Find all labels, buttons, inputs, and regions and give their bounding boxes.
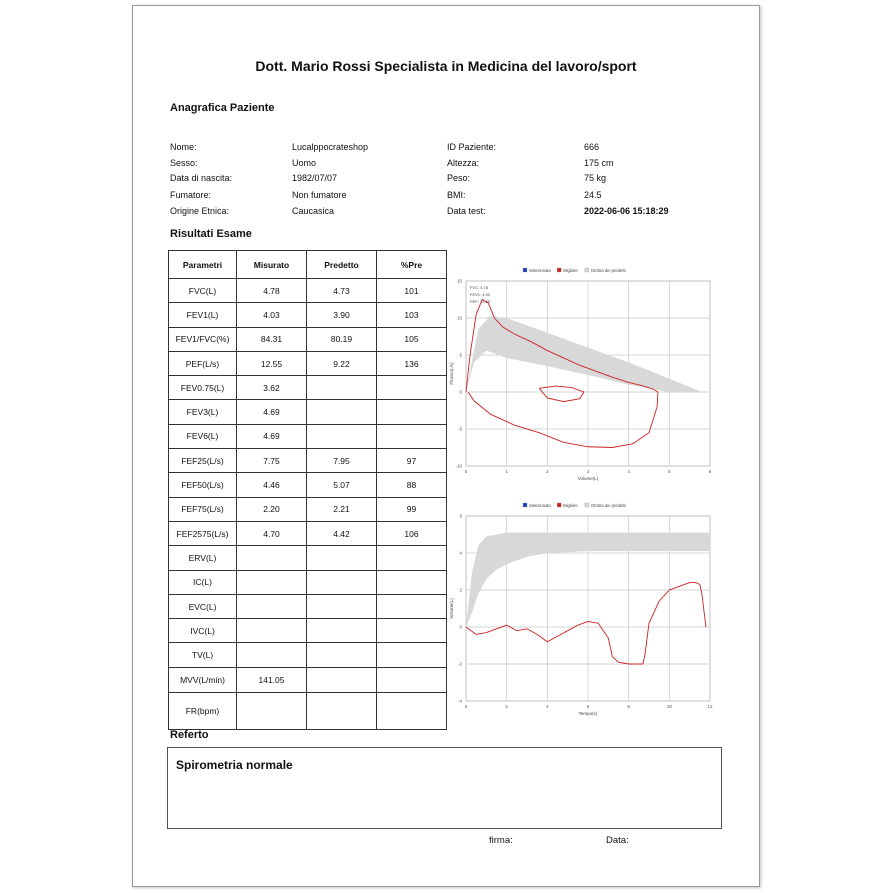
results-cell-percent xyxy=(377,424,447,448)
patient-value-id: 666 xyxy=(584,142,600,152)
chart-annotation: PEF: 12.55 xyxy=(470,299,491,304)
patient-label-id: ID Paziente: xyxy=(447,142,497,152)
results-cell-measured: 4.69 xyxy=(237,400,307,424)
report-page xyxy=(132,5,760,887)
results-cell-predicted: 7.95 xyxy=(307,449,377,473)
y-tick-label: 2 xyxy=(459,587,462,593)
results-cell-measured xyxy=(237,692,307,729)
results-cell-percent: 103 xyxy=(377,303,447,327)
results-cell-predicted xyxy=(307,619,377,643)
results-row xyxy=(169,667,447,692)
results-cell-param: FEV1/FVC(%) xyxy=(169,327,237,351)
x-tick-label: 8 xyxy=(627,704,630,709)
patient-value-bmi: 24.5 xyxy=(584,190,602,200)
results-cell-predicted xyxy=(307,643,377,667)
results-cell-param: TV(L) xyxy=(169,643,237,667)
col-header-parametri: Parametri xyxy=(169,251,237,279)
x-tick-label: 4 xyxy=(627,469,630,474)
results-cell-measured: 2.20 xyxy=(237,497,307,521)
results-row xyxy=(169,327,447,351)
results-cell-param: FEV6(L) xyxy=(169,424,237,448)
patient-label-sex: Sesso: xyxy=(170,158,198,168)
results-cell-param: MVV(L/min) xyxy=(169,667,237,692)
results-cell-percent xyxy=(377,376,447,400)
y-tick-label: -4 xyxy=(457,698,462,704)
results-cell-percent: 99 xyxy=(377,497,447,521)
legend-swatch xyxy=(557,503,561,507)
results-row xyxy=(169,449,447,473)
flow-volume-legend xyxy=(523,268,626,273)
y-tick-label: -2 xyxy=(457,661,462,667)
patient-value-birthdate: 1982/07/07 xyxy=(292,173,338,183)
results-cell-predicted xyxy=(307,424,377,448)
legend-swatch xyxy=(585,503,589,507)
results-row xyxy=(169,497,447,521)
results-heading: Risultati Esame xyxy=(170,228,252,240)
results-cell-measured xyxy=(237,546,307,570)
flow-volume-chart xyxy=(451,261,716,481)
results-cell-param: FEV1(L) xyxy=(169,303,237,327)
legend-swatch xyxy=(523,503,527,507)
results-row xyxy=(169,692,447,729)
patient-label-weight: Peso: xyxy=(447,173,471,183)
referto-heading: Referto xyxy=(170,729,209,741)
patient-label-birthdate: Data di nascita: xyxy=(170,173,233,183)
volume-time-plot xyxy=(449,514,713,717)
results-row xyxy=(169,351,447,375)
volume-time-chart xyxy=(451,496,716,718)
results-cell-measured xyxy=(237,643,307,667)
results-cell-predicted xyxy=(307,667,377,692)
x-tick-label: 6 xyxy=(708,469,712,474)
results-table xyxy=(168,250,447,730)
results-cell-percent xyxy=(377,400,447,424)
x-tick-label: 2 xyxy=(505,704,508,709)
curve-migliore xyxy=(466,583,706,664)
x-tick-label: 0 xyxy=(464,469,468,474)
results-cell-percent xyxy=(377,570,447,594)
y-axis-label: Volume(L) xyxy=(449,598,454,619)
curve-selezionato-loop- xyxy=(539,386,584,402)
results-body xyxy=(169,279,447,730)
results-cell-measured: 4.70 xyxy=(237,521,307,545)
chart-annotation: FEV1: 4.03 xyxy=(470,292,491,297)
results-row xyxy=(169,376,447,400)
results-cell-measured: 4.69 xyxy=(237,424,307,448)
results-cell-param: FVC(L) xyxy=(169,279,237,303)
x-axis-label: Volume(L) xyxy=(577,476,599,481)
results-cell-measured xyxy=(237,594,307,618)
legend-swatch xyxy=(557,268,561,272)
x-axis-label: Tempo(s) xyxy=(578,711,598,716)
patient-value-name: Lucalppocrateshop xyxy=(292,142,369,152)
y-tick-label: 0 xyxy=(459,389,462,395)
legend-swatch xyxy=(523,268,527,272)
results-cell-percent xyxy=(377,667,447,692)
x-tick-label: 0 xyxy=(464,704,468,709)
patient-value-ethnicity: Caucasica xyxy=(292,206,335,216)
y-axis-label: Flusso(L/s) xyxy=(449,362,454,385)
y-tick-label: 6 xyxy=(459,513,462,519)
results-row xyxy=(169,546,447,570)
results-header-row xyxy=(169,251,447,279)
results-row xyxy=(169,570,447,594)
legend-label: Migliore xyxy=(563,268,578,273)
results-cell-measured: 4.03 xyxy=(237,303,307,327)
results-cell-percent xyxy=(377,619,447,643)
results-cell-param: FEV0.75(L) xyxy=(169,376,237,400)
results-cell-percent: 136 xyxy=(377,351,447,375)
patient-value-height: 175 cm xyxy=(584,158,614,168)
x-tick-label: 4 xyxy=(546,704,549,709)
results-row xyxy=(169,521,447,545)
results-cell-param: FEF25(L/s) xyxy=(169,449,237,473)
results-cell-percent: 88 xyxy=(377,473,447,497)
patient-label-ethnicity: Origine Etnica: xyxy=(170,206,230,216)
results-cell-param: FEF2575(L/s) xyxy=(169,521,237,545)
patient-value-test-date: 2022-06-06 15:18:29 xyxy=(584,206,669,216)
results-cell-measured: 141.05 xyxy=(237,667,307,692)
patient-label-test-date: Data test: xyxy=(447,206,486,216)
results-row xyxy=(169,400,447,424)
results-cell-percent: 106 xyxy=(377,521,447,545)
results-cell-predicted: 2.21 xyxy=(307,497,377,521)
results-cell-measured xyxy=(237,570,307,594)
y-tick-label: 10 xyxy=(456,315,462,321)
results-cell-predicted: 5.07 xyxy=(307,473,377,497)
results-cell-percent: 101 xyxy=(377,279,447,303)
results-cell-param: FEF75(L/s) xyxy=(169,497,237,521)
patient-value-smoker: Non fumatore xyxy=(292,190,347,200)
col-header-misurato: Misurato xyxy=(237,251,307,279)
flow-volume-plot xyxy=(449,279,712,482)
results-cell-measured: 84.31 xyxy=(237,327,307,351)
y-tick-label: 4 xyxy=(459,550,462,556)
legend-label: Migliore xyxy=(563,503,578,508)
results-cell-percent: 97 xyxy=(377,449,447,473)
results-cell-param: FEF50(L/s) xyxy=(169,473,237,497)
results-cell-predicted xyxy=(307,594,377,618)
results-cell-measured: 4.46 xyxy=(237,473,307,497)
patient-value-weight: 75 kg xyxy=(584,173,607,183)
volume-time-legend xyxy=(523,503,626,508)
results-cell-predicted: 9.22 xyxy=(307,351,377,375)
referto-text: Spirometria normale xyxy=(176,758,293,772)
results-cell-measured: 12.55 xyxy=(237,351,307,375)
results-cell-percent: 105 xyxy=(377,327,447,351)
results-cell-predicted xyxy=(307,400,377,424)
data-label: Data: xyxy=(606,835,629,846)
results-row xyxy=(169,424,447,448)
results-cell-predicted: 4.73 xyxy=(307,279,377,303)
results-cell-measured xyxy=(237,619,307,643)
results-cell-predicted: 3.90 xyxy=(307,303,377,327)
patient-label-bmi: BMI: xyxy=(447,190,466,200)
x-tick-label: 5 xyxy=(668,469,671,474)
results-cell-param: PEF(L/s) xyxy=(169,351,237,375)
results-cell-percent xyxy=(377,692,447,729)
y-tick-label: 0 xyxy=(459,624,462,630)
y-tick-label: -5 xyxy=(457,426,462,432)
firma-label: firma: xyxy=(489,835,513,846)
results-cell-param: FR(bpm) xyxy=(169,692,237,729)
results-cell-predicted xyxy=(307,570,377,594)
y-tick-label: 5 xyxy=(459,352,462,358)
legend-label: Selezionato xyxy=(529,268,551,273)
results-cell-param: ERV(L) xyxy=(169,546,237,570)
patient-label-name: Nome: xyxy=(170,142,197,152)
results-cell-measured: 3.62 xyxy=(237,376,307,400)
doctor-title: Dott. Mario Rossi Specialista in Medicina del lavoro/sport xyxy=(255,58,637,74)
col-header-predetto: Predetto xyxy=(307,251,377,279)
results-cell-measured: 4.78 xyxy=(237,279,307,303)
results-cell-percent xyxy=(377,594,447,618)
referto-box xyxy=(167,747,722,829)
x-tick-label: 1 xyxy=(505,469,508,474)
results-row xyxy=(169,594,447,618)
results-row xyxy=(169,279,447,303)
x-tick-label: 3 xyxy=(586,469,590,474)
results-cell-param: IVC(L) xyxy=(169,619,237,643)
x-tick-label: 2 xyxy=(546,469,549,474)
results-row xyxy=(169,643,447,667)
legend-label: Ombra dei predetti xyxy=(590,503,626,508)
results-cell-percent xyxy=(377,546,447,570)
col-header-percent-pred: %Pre xyxy=(377,251,447,279)
results-cell-predicted xyxy=(307,376,377,400)
y-tick-label: 15 xyxy=(456,278,462,284)
y-tick-label: -10 xyxy=(455,463,462,469)
legend-label: Selezionato xyxy=(529,503,551,508)
legend-swatch xyxy=(585,268,589,272)
results-cell-param: IC(L) xyxy=(169,570,237,594)
x-tick-label: 10 xyxy=(666,704,672,709)
results-cell-predicted xyxy=(307,546,377,570)
results-cell-param: EVC(L) xyxy=(169,594,237,618)
patient-label-height: Altezza: xyxy=(447,158,480,168)
results-row xyxy=(169,619,447,643)
results-row xyxy=(169,473,447,497)
results-cell-predicted xyxy=(307,692,377,729)
anagrafica-heading: Anagrafica Paziente xyxy=(170,102,275,114)
results-cell-predicted: 80.19 xyxy=(307,327,377,351)
x-tick-label: 6 xyxy=(586,704,590,709)
legend-label: Ombra dei predetti xyxy=(590,268,626,273)
patient-label-smoker: Fumatore: xyxy=(170,190,212,200)
results-cell-measured: 7.75 xyxy=(237,449,307,473)
patient-value-sex: Uomo xyxy=(292,158,317,168)
results-cell-param: FEV3(L) xyxy=(169,400,237,424)
results-cell-predicted: 4.42 xyxy=(307,521,377,545)
results-row xyxy=(169,303,447,327)
predicted-shadow xyxy=(466,316,702,392)
chart-annotation: FVC: 4.78 xyxy=(470,285,489,290)
x-tick-label: 12 xyxy=(707,704,713,709)
results-cell-percent xyxy=(377,643,447,667)
